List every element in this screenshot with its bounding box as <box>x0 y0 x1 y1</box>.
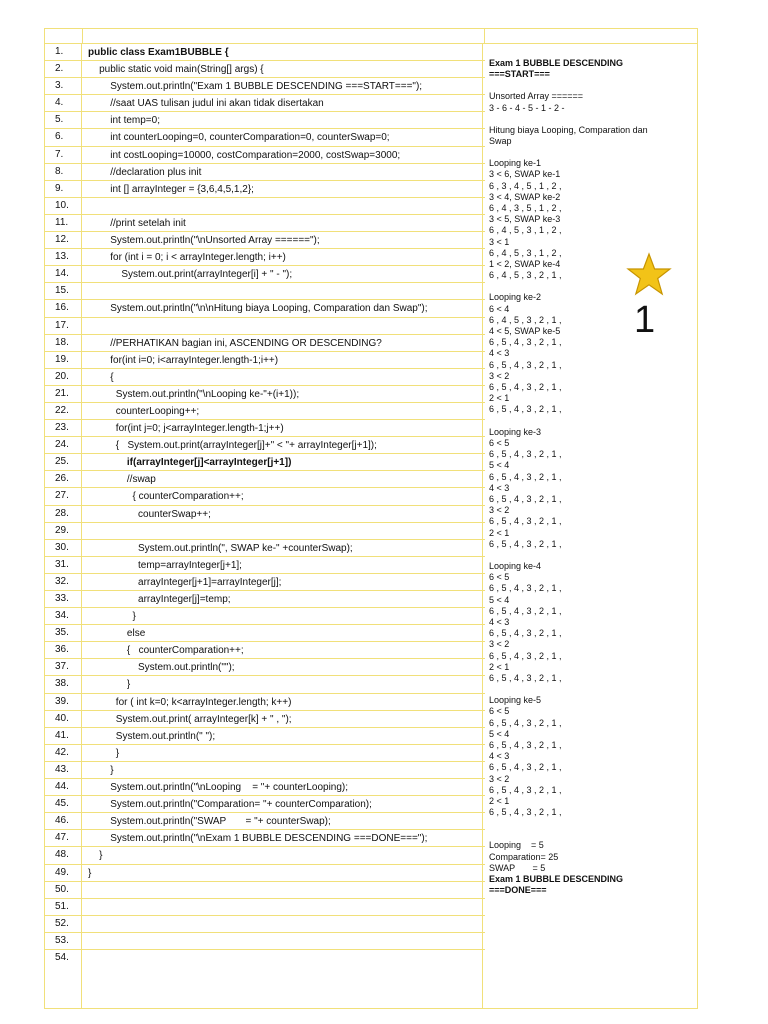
output-line: 1 < 2, SWAP ke-4 <box>489 259 561 270</box>
output-line: 2 < 1 <box>489 795 510 806</box>
code-text: } <box>82 676 483 692</box>
code-line <box>45 44 485 61</box>
line-number: 43. <box>45 762 82 778</box>
code-text: System.out.print(arrayInteger[i] + " - "); <box>82 266 483 282</box>
output-line: Looping ke-3 <box>489 426 542 437</box>
output-line: 6 , 5 , 4 , 3 , 2 , 1 , <box>489 493 562 504</box>
output-line: 6 , 4 , 5 , 3 , 2 , 1 , <box>489 314 562 325</box>
code-line <box>45 386 485 403</box>
code-text: } <box>82 745 483 761</box>
line-number: 54. <box>45 950 82 1008</box>
line-number: 50. <box>45 882 82 898</box>
code-text: System.out.println("Exam 1 BUBBLE DESCENDING ===START==="); <box>82 78 483 94</box>
output-line: 6 , 5 , 4 , 3 , 2 , 1 , <box>489 583 562 594</box>
code-text: for (int i = 0; i < arrayInteger.length; i++) <box>82 249 483 265</box>
code-line <box>45 454 485 471</box>
code-text <box>82 899 483 915</box>
code-text: System.out.println("SWAP = "+ counterSwap); <box>82 813 483 829</box>
line-number: 32. <box>45 574 82 590</box>
code-text: temp=arrayInteger[j+1]; <box>82 557 483 573</box>
output-line: 6 , 5 , 4 , 3 , 2 , 1 , <box>489 628 562 639</box>
code-text: System.out.println("\nExam 1 BUBBLE DESCENDING ===DONE==="); <box>82 830 483 846</box>
output-line: 3 - 6 - 4 - 5 - 1 - 2 - <box>489 102 565 113</box>
line-number: 29. <box>45 523 82 539</box>
output-line: Swap <box>489 136 512 147</box>
code-line <box>45 61 485 78</box>
code-text: } <box>82 865 483 881</box>
code-line <box>45 369 485 386</box>
output-line: 2 < 1 <box>489 527 510 538</box>
output-line: 4 < 3 <box>489 616 510 627</box>
line-number: 48. <box>45 847 82 863</box>
code-text <box>82 523 483 539</box>
output-line: 6 , 5 , 4 , 3 , 2 , 1 , <box>489 449 562 460</box>
line-number: 31. <box>45 557 82 573</box>
line-number: 51. <box>45 899 82 915</box>
code-line <box>45 642 485 659</box>
code-text: } <box>82 847 483 863</box>
line-number: 19. <box>45 352 82 368</box>
code-text: counterLooping++; <box>82 403 483 419</box>
line-number: 33. <box>45 591 82 607</box>
line-number: 2. <box>45 61 82 77</box>
output-line <box>489 550 697 561</box>
output-line <box>489 80 697 91</box>
output-line: Exam 1 BUBBLE DESCENDING <box>489 58 624 68</box>
output-line <box>489 114 697 125</box>
code-text <box>82 882 483 898</box>
code-line <box>45 796 485 813</box>
code-text: //PERHATIKAN bagian ini, ASCENDING OR DESCENDING? <box>82 335 483 351</box>
code-line <box>45 591 485 608</box>
code-line <box>45 711 485 728</box>
code-line <box>45 779 485 796</box>
code-line <box>45 249 485 266</box>
code-text: public static void main(String[] args) { <box>82 61 483 77</box>
line-number: 14. <box>45 266 82 282</box>
line-number: 13. <box>45 249 82 265</box>
line-number: 37. <box>45 659 82 675</box>
line-number: 22. <box>45 403 82 419</box>
code-line <box>45 882 485 899</box>
code-line <box>45 608 485 625</box>
output-line <box>489 147 697 158</box>
output-line: 4 < 3 <box>489 751 510 762</box>
code-text: } <box>82 608 483 624</box>
output-line: 3 < 2 <box>489 773 510 784</box>
output-line: 6 < 5 <box>489 437 510 448</box>
output-line: 6 , 5 , 4 , 3 , 2 , 1 , <box>489 404 562 415</box>
code-line <box>45 283 485 300</box>
code-line <box>45 215 485 232</box>
code-line <box>45 625 485 642</box>
line-number: 42. <box>45 745 82 761</box>
output-line: 3 < 2 <box>489 639 510 650</box>
code-line <box>45 574 485 591</box>
code-text: for ( int k=0; k<arrayInteger.length; k++) <box>82 694 483 710</box>
code-line <box>45 847 485 864</box>
output-line: 3 < 1 <box>489 236 510 247</box>
output-line: 6 , 5 , 4 , 3 , 2 , 1 , <box>489 471 562 482</box>
output-line: SWAP = 5 <box>489 862 546 873</box>
output-line: ===START=== <box>489 69 550 80</box>
output-line: 5 < 4 <box>489 594 510 605</box>
code-text: int costLooping=10000, costComparation=2000, costSwap=3000; <box>82 147 483 163</box>
output-line: Looping ke-2 <box>489 292 542 303</box>
output-line: 6 , 4 , 5 , 3 , 1 , 2 , <box>489 247 562 258</box>
line-number: 3. <box>45 78 82 94</box>
output-line: 6 , 4 , 3 , 5 , 1 , 2 , <box>489 203 562 214</box>
code-text: for(int j=0; j<arrayInteger.length-1;j++) <box>82 420 483 436</box>
table-header-strip <box>45 29 697 44</box>
code-line <box>45 916 485 933</box>
line-number: 12. <box>45 232 82 248</box>
output-line: Looping = 5 <box>489 840 544 851</box>
code-line <box>45 899 485 916</box>
code-line <box>45 300 485 317</box>
code-text: { System.out.print(arrayInteger[j]+" < "+ arrayInteger[j+1]); <box>82 437 483 453</box>
line-number: 38. <box>45 676 82 692</box>
code-text <box>82 318 483 334</box>
code-text: //swap <box>82 471 483 487</box>
output-line: 2 < 1 <box>489 661 510 672</box>
output-line: 3 < 2 <box>489 370 510 381</box>
line-number: 18. <box>45 335 82 351</box>
output-line: 3 < 2 <box>489 505 510 516</box>
output-line: Comparation= 25 <box>489 851 559 862</box>
code-line <box>45 335 485 352</box>
code-text: //declaration plus init <box>82 164 483 180</box>
code-text: int temp=0; <box>82 112 483 128</box>
output-line: Looping ke-5 <box>489 695 542 706</box>
code-text: arrayInteger[j+1]=arrayInteger[j]; <box>82 574 483 590</box>
output-line: 3 < 4, SWAP ke-2 <box>489 191 561 202</box>
line-number: 9. <box>45 181 82 197</box>
code-line <box>45 232 485 249</box>
line-number: 10. <box>45 198 82 214</box>
code-text: System.out.println(", SWAP ke-" +counterSwap); <box>82 540 483 556</box>
code-text: public class Exam1BUBBLE { <box>82 44 483 60</box>
output-line: 6 , 5 , 4 , 3 , 2 , 1 , <box>489 807 562 818</box>
code-line <box>45 523 485 540</box>
code-line <box>45 506 485 523</box>
line-number: 5. <box>45 112 82 128</box>
code-line <box>45 403 485 420</box>
code-line <box>45 950 485 1008</box>
output-line: 4 < 5, SWAP ke-5 <box>489 326 561 337</box>
code-text: int counterLooping=0, counterComparation=0, counterSwap=0; <box>82 129 483 145</box>
output-line: 3 < 6, SWAP ke-1 <box>489 169 561 180</box>
code-line <box>45 762 485 779</box>
code-listing <box>45 44 485 1008</box>
line-number: 24. <box>45 437 82 453</box>
output-line: 6 , 5 , 4 , 3 , 2 , 1 , <box>489 359 562 370</box>
code-line <box>45 676 485 693</box>
code-text: System.out.println("\nUnsorted Array ======"); <box>82 232 483 248</box>
output-line <box>489 416 697 427</box>
line-number: 35. <box>45 625 82 641</box>
output-line: 6 , 5 , 4 , 3 , 2 , 1 , <box>489 672 562 683</box>
output-line: 3 < 5, SWAP ke-3 <box>489 214 561 225</box>
line-number: 25. <box>45 454 82 470</box>
code-text <box>82 283 483 299</box>
output-line <box>489 829 697 840</box>
line-number: 11. <box>45 215 82 231</box>
line-number: 34. <box>45 608 82 624</box>
code-line <box>45 540 485 557</box>
code-text: } <box>82 762 483 778</box>
output-line: 6 , 5 , 4 , 3 , 2 , 1 , <box>489 762 562 773</box>
line-number: 6. <box>45 129 82 145</box>
code-text: for(int i=0; i<arrayInteger.length-1;i++) <box>82 352 483 368</box>
output-line: Hitung biaya Looping, Comparation dan <box>489 124 648 135</box>
output-line <box>489 684 697 695</box>
code-text: //saat UAS tulisan judul ini akan tidak disertakan <box>82 95 483 111</box>
code-text <box>82 933 483 949</box>
code-line <box>45 471 485 488</box>
line-number: 23. <box>45 420 82 436</box>
output-line: 6 , 5 , 4 , 3 , 2 , 1 , <box>489 337 562 348</box>
code-line <box>45 488 485 505</box>
line-number: 1. <box>45 44 82 60</box>
program-output <box>485 44 697 1008</box>
code-line <box>45 694 485 711</box>
output-line: Exam 1 BUBBLE DESCENDING <box>489 874 624 884</box>
line-number: 17. <box>45 318 82 334</box>
line-number: 39. <box>45 694 82 710</box>
line-number: 41. <box>45 728 82 744</box>
line-number: 40. <box>45 711 82 727</box>
output-line: 5 < 4 <box>489 728 510 739</box>
output-line: 6 , 4 , 5 , 3 , 2 , 1 , <box>489 270 562 281</box>
code-text: { <box>82 369 483 385</box>
output-line: 6 < 4 <box>489 303 510 314</box>
code-line <box>45 933 485 950</box>
line-number: 8. <box>45 164 82 180</box>
output-line: 4 < 3 <box>489 482 510 493</box>
output-line: 2 < 1 <box>489 393 510 404</box>
code-text: System.out.println("\nLooping ke-"+(i+1)); <box>82 386 483 402</box>
line-number: 4. <box>45 95 82 111</box>
code-line <box>45 112 485 129</box>
output-line <box>489 818 697 829</box>
output-line: 6 , 5 , 4 , 3 , 2 , 1 , <box>489 650 562 661</box>
line-number: 47. <box>45 830 82 846</box>
code-line <box>45 266 485 283</box>
line-number: 7. <box>45 147 82 163</box>
code-line <box>45 830 485 847</box>
code-text: System.out.println(" "); <box>82 728 483 744</box>
code-line <box>45 813 485 830</box>
line-number: 45. <box>45 796 82 812</box>
code-line <box>45 437 485 454</box>
line-number: 15. <box>45 283 82 299</box>
code-text: System.out.println("\nLooping = "+ counterLooping); <box>82 779 483 795</box>
line-number: 16. <box>45 300 82 316</box>
code-line <box>45 865 485 882</box>
output-line: 5 < 4 <box>489 460 510 471</box>
line-number: 44. <box>45 779 82 795</box>
code-text: System.out.println("Comparation= "+ counterComparation); <box>82 796 483 812</box>
output-line: Looping ke-4 <box>489 560 542 571</box>
code-text: System.out.println("\n\nHitung biaya Looping, Comparation dan Swap"); <box>82 300 483 316</box>
line-number: 28. <box>45 506 82 522</box>
output-line: 4 < 3 <box>489 348 510 359</box>
output-line: 6 < 5 <box>489 572 510 583</box>
code-text <box>82 198 483 214</box>
code-text: if(arrayInteger[j]<arrayInteger[j+1]) <box>82 454 483 470</box>
line-number: 36. <box>45 642 82 658</box>
code-line <box>45 728 485 745</box>
code-text: else <box>82 625 483 641</box>
code-text: //print setelah init <box>82 215 483 231</box>
output-line: 6 , 5 , 4 , 3 , 2 , 1 , <box>489 784 562 795</box>
output-line: 6 , 3 , 4 , 5 , 1 , 2 , <box>489 180 562 191</box>
code-line <box>45 147 485 164</box>
line-number: 20. <box>45 369 82 385</box>
code-text: int [] arrayInteger = {3,6,4,5,1,2}; <box>82 181 483 197</box>
output-line: 6 , 5 , 4 , 3 , 2 , 1 , <box>489 717 562 728</box>
code-line <box>45 352 485 369</box>
line-number: 27. <box>45 488 82 504</box>
code-text: { counterComparation++; <box>82 642 483 658</box>
output-line: Looping ke-1 <box>489 158 542 169</box>
code-text <box>82 950 483 1008</box>
line-number: 21. <box>45 386 82 402</box>
code-line <box>45 318 485 335</box>
line-number: 30. <box>45 540 82 556</box>
code-line <box>45 557 485 574</box>
output-line: 6 , 5 , 4 , 3 , 2 , 1 , <box>489 739 562 750</box>
line-number: 26. <box>45 471 82 487</box>
code-line <box>45 164 485 181</box>
annotation-number: 1 <box>634 299 656 341</box>
output-line: ===DONE=== <box>489 885 547 896</box>
code-line <box>45 198 485 215</box>
star-icon <box>626 252 672 298</box>
code-output-table <box>44 28 698 1009</box>
line-number: 52. <box>45 916 82 932</box>
code-text: { counterComparation++; <box>82 488 483 504</box>
code-text: System.out.print( arrayInteger[k] + " , "); <box>82 711 483 727</box>
output-line: 6 , 5 , 4 , 3 , 2 , 1 , <box>489 382 562 393</box>
code-text <box>82 916 483 932</box>
code-text: System.out.println(""); <box>82 659 483 675</box>
code-line <box>45 659 485 676</box>
output-line: 6 < 5 <box>489 706 510 717</box>
output-line: 6 , 5 , 4 , 3 , 2 , 1 , <box>489 538 562 549</box>
code-line <box>45 745 485 762</box>
code-text: arrayInteger[j]=temp; <box>82 591 483 607</box>
line-number: 53. <box>45 933 82 949</box>
code-line <box>45 78 485 95</box>
code-line <box>45 95 485 112</box>
output-line: 6 , 4 , 5 , 3 , 1 , 2 , <box>489 225 562 236</box>
line-number: 46. <box>45 813 82 829</box>
output-line: 6 , 5 , 4 , 3 , 2 , 1 , <box>489 516 562 527</box>
code-line <box>45 129 485 146</box>
code-line <box>45 181 485 198</box>
output-line: Unsorted Array ====== <box>489 91 584 102</box>
output-line: 6 , 5 , 4 , 3 , 2 , 1 , <box>489 605 562 616</box>
code-text: counterSwap++; <box>82 506 483 522</box>
code-line <box>45 420 485 437</box>
line-number: 49. <box>45 865 82 881</box>
